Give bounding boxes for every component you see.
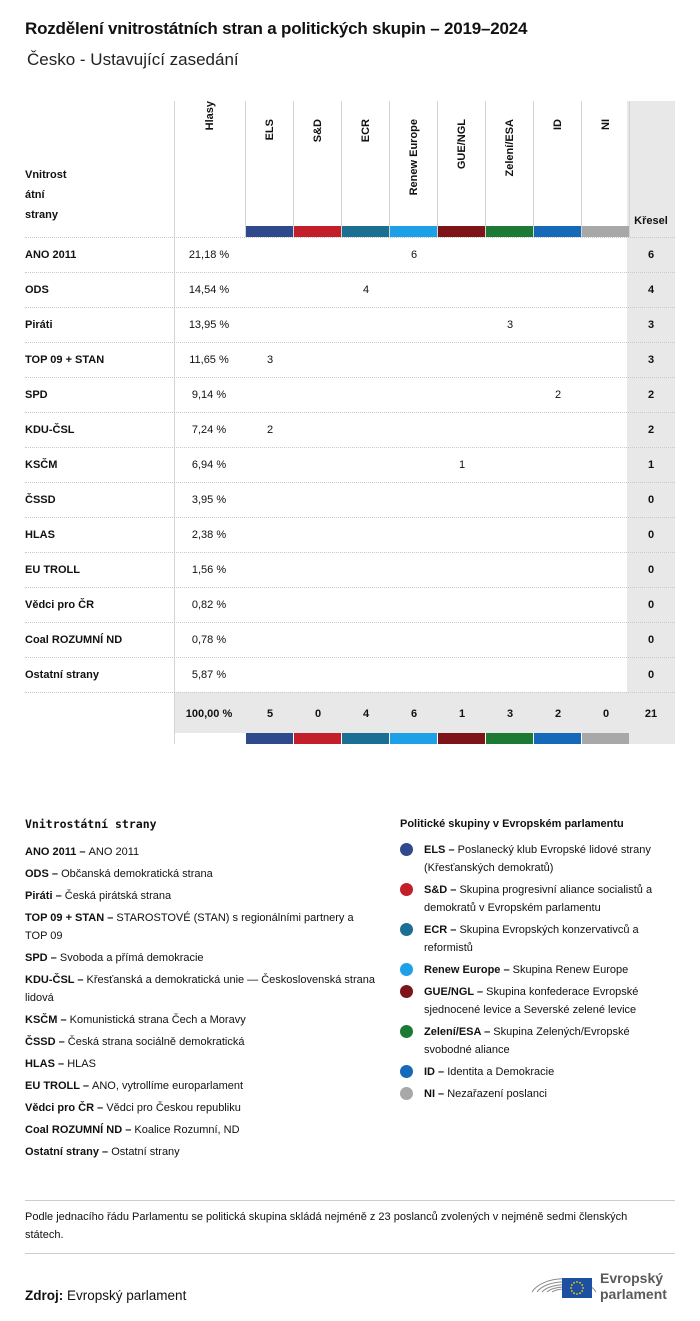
footnote: Podle jednacího řádu Parlamentu se politická skupina skládá nejméně z 23 poslanců zvolených v nejméně sedmi členských státech. <box>25 1211 628 1241</box>
party-legend-abbr: SPD – <box>25 952 60 964</box>
group-header-label: S&D <box>312 119 324 143</box>
group-color-bar <box>582 733 629 744</box>
page-title: Rozdělení vnitrostátních stran a politických skupin – 2019–2024 <box>25 19 528 38</box>
eu-star <box>571 1290 573 1292</box>
seat-count: 3 <box>647 354 655 366</box>
vote-share: 5,87 % <box>191 669 227 681</box>
party-legend-abbr: Vědci pro ČR – <box>25 1102 107 1114</box>
total-group-seats: 1 <box>458 708 466 720</box>
party-legend-item <box>25 909 375 945</box>
party-legend-item <box>25 949 375 967</box>
group-color-bar <box>294 733 341 744</box>
table-row <box>25 622 675 657</box>
vote-share: 6,94 % <box>191 459 227 471</box>
party-legend-item <box>25 1143 375 1161</box>
group-column-header <box>582 101 630 225</box>
party-legend-abbr: KSČM – <box>25 1014 70 1026</box>
group-header-label: NI <box>600 119 612 130</box>
group-legend-name: Nezařazení poslanci <box>447 1088 547 1100</box>
party-legend-item <box>25 1077 375 1095</box>
group-color-dot <box>400 1025 413 1038</box>
party-legend-abbr: Ostatní strany – <box>25 1146 112 1158</box>
seat-count: 0 <box>647 634 655 646</box>
table-row <box>25 552 675 587</box>
party-name: Vědci pro ČR <box>25 599 95 611</box>
party-column-header-line: Vnitrost <box>25 169 67 181</box>
vote-share: 9,14 % <box>191 389 227 401</box>
group-color-bar <box>438 226 485 237</box>
group-header-text <box>456 69 468 170</box>
party-column-header-line: strany <box>25 209 59 221</box>
vote-share: 11,65 % <box>189 354 229 366</box>
party-legend-item <box>25 1011 375 1029</box>
group-color-dot <box>400 1087 413 1100</box>
party-legend-name: Komunistická strana Čech a Moravy <box>69 1014 246 1026</box>
eu-star <box>576 1293 578 1295</box>
vote-share: 3,95 % <box>191 494 227 506</box>
group-seat-count: 3 <box>506 319 514 331</box>
total-group-seats: 0 <box>314 708 322 720</box>
group-color-dot <box>400 985 413 998</box>
party-legend-item <box>25 887 375 905</box>
group-header-text <box>504 62 516 177</box>
group-legend-abbr: ELS – <box>424 844 458 856</box>
table-row <box>25 272 675 307</box>
party-legend-abbr: KDU-ČSL – <box>25 974 87 986</box>
table-row <box>25 237 675 272</box>
party-legend-name: Česká pirátská strana <box>64 890 172 902</box>
party-column-header-line: átní <box>25 189 45 201</box>
eu-star <box>579 1282 581 1284</box>
group-header-text <box>600 108 612 130</box>
table-row <box>25 307 675 342</box>
seat-count: 0 <box>647 669 655 681</box>
seat-count: 6 <box>647 249 655 261</box>
party-name: Coal ROZUMNÍ ND <box>25 634 123 646</box>
group-legend-name: Identita a Demokracie <box>447 1066 555 1078</box>
total-group-seats: 4 <box>362 708 370 720</box>
party-legend-name: Česká strana sociálně demokratická <box>67 1036 245 1048</box>
group-header-label: ID <box>552 119 564 130</box>
party-legend-abbr: ANO 2011 – <box>25 846 89 858</box>
group-header-text <box>408 43 420 196</box>
political-groups-legend-title: Politické skupiny v Evropském parlamentu <box>400 818 624 830</box>
seats-column-header: Křesel <box>634 215 668 227</box>
seat-count: 2 <box>647 389 655 401</box>
group-legend-item <box>400 881 680 917</box>
group-seat-count: 1 <box>458 459 466 471</box>
group-header-text <box>264 98 276 141</box>
group-legend-name: Skupina progresivní aliance socialistů a demokratů v Evropském parlamentu <box>424 884 653 914</box>
eu-star <box>576 1281 578 1283</box>
group-legend-item <box>400 1063 680 1081</box>
group-seat-count: 2 <box>554 389 562 401</box>
eu-star <box>571 1284 573 1286</box>
party-legend-abbr: ČSSD – <box>25 1036 68 1048</box>
group-seat-count: 3 <box>266 354 274 366</box>
eu-star <box>570 1287 572 1289</box>
group-header-text <box>360 96 372 143</box>
seat-count: 0 <box>647 529 655 541</box>
group-column-header <box>246 101 294 225</box>
table-row <box>25 342 675 377</box>
party-legend-name: ANO 2011 <box>88 846 140 858</box>
total-vote-share: 100,00 % <box>185 708 233 720</box>
group-column-header <box>342 101 390 225</box>
vote-share: 14,54 % <box>188 284 230 296</box>
group-color-bar <box>534 733 581 744</box>
group-legend-name: Skupina konfederace Evropské sjednocené levice a Severské zelené levice <box>424 986 639 1016</box>
group-header-text <box>552 108 564 130</box>
national-parties-legend <box>25 817 375 1165</box>
eu-star <box>573 1282 575 1284</box>
party-name: KSČM <box>25 459 58 471</box>
party-legend-item <box>25 1033 375 1051</box>
source <box>25 1288 186 1303</box>
seats-table <box>25 101 675 744</box>
group-legend-name: Skupina Evropských konzervativců a reformistů <box>424 924 639 954</box>
group-legend-name: Skupina Renew Europe <box>512 964 629 976</box>
group-color-bar <box>246 226 293 237</box>
group-color-bar <box>486 733 533 744</box>
party-legend-name: Koalice Rozumní, ND <box>134 1124 240 1136</box>
vote-share: 0,78 % <box>191 634 227 646</box>
group-color-dot <box>400 843 413 856</box>
divider <box>25 1253 675 1254</box>
votes-header-text <box>204 72 216 131</box>
eu-star <box>579 1292 581 1294</box>
table-row <box>25 587 675 622</box>
group-color-bar <box>342 226 389 237</box>
party-legend-abbr: TOP 09 + STAN – <box>25 912 117 924</box>
group-legend-abbr: ECR – <box>424 924 460 936</box>
divider <box>25 1200 675 1201</box>
vote-share: 7,24 % <box>191 424 227 436</box>
group-legend-abbr: NI – <box>424 1088 448 1100</box>
total-group-seats: 2 <box>554 708 562 720</box>
group-color-bar <box>582 226 629 237</box>
party-legend-abbr: ODS – <box>25 868 62 880</box>
party-legend-name: STAROSTOVÉ (STAN) s regionálními partnery a TOP 09 <box>25 912 354 942</box>
vote-share: 0,82 % <box>191 599 227 611</box>
party-name: HLAS <box>25 529 55 541</box>
eu-star <box>581 1290 583 1292</box>
total-group-seats: 5 <box>266 708 274 720</box>
party-legend-name: Ostatní strany <box>111 1146 180 1158</box>
group-column-header <box>534 101 582 225</box>
party-legend-abbr: Coal ROZUMNÍ ND – <box>25 1124 135 1136</box>
table-row <box>25 482 675 517</box>
logo-line-2: parlament <box>600 1286 667 1302</box>
party-name: EU TROLL <box>25 564 80 576</box>
party-name: ČSSD <box>25 494 56 506</box>
party-legend-item <box>25 1055 375 1073</box>
party-legend-name: Vědci pro Českou republiku <box>106 1102 241 1114</box>
source-value: Evropský parlament <box>67 1288 187 1303</box>
group-legend-item <box>400 841 680 877</box>
group-seat-count: 6 <box>410 249 418 261</box>
group-legend-name: Skupina Zelených/Evropské svobodné aliance <box>424 1026 630 1056</box>
party-name: TOP 09 + STAN <box>25 354 105 366</box>
group-color-bar <box>246 733 293 744</box>
total-group-seats: 0 <box>602 708 610 720</box>
seat-count: 2 <box>647 424 655 436</box>
table-row <box>25 657 675 692</box>
party-legend-name: Křesťanská a demokratická unie — Československá strana lidová <box>25 974 375 1004</box>
party-legend-name: Občanská demokratická strana <box>61 868 213 880</box>
party-name: ANO 2011 <box>25 249 77 261</box>
group-header-label: Renew Europe <box>408 119 420 196</box>
group-color-bar <box>486 226 533 237</box>
group-legend-item <box>400 983 680 1019</box>
vote-share: 1,56 % <box>191 564 227 576</box>
party-name: ODS <box>25 284 49 296</box>
totals-row <box>25 692 675 733</box>
group-header-label: Zelení/ESA <box>504 119 516 177</box>
group-column-header <box>438 101 486 225</box>
group-color-bar <box>438 733 485 744</box>
group-legend-abbr: ID – <box>424 1066 448 1078</box>
seat-count: 0 <box>647 599 655 611</box>
group-header-label: GUE/NGL <box>456 119 468 170</box>
party-legend-name: HLAS <box>67 1058 96 1070</box>
source-label: Zdroj: <box>25 1288 64 1303</box>
logo-line-1: Evropský <box>600 1270 664 1286</box>
group-header-label: ELS <box>264 119 276 141</box>
group-color-dot <box>400 923 413 936</box>
group-seat-count: 4 <box>362 284 370 296</box>
party-legend-item <box>25 843 375 861</box>
group-color-bar <box>390 226 437 237</box>
table-row <box>25 447 675 482</box>
group-legend-item <box>400 961 680 979</box>
seat-count: 3 <box>647 319 655 331</box>
vote-share: 13,95 % <box>188 319 230 331</box>
group-color-bar <box>534 226 581 237</box>
group-column-header <box>390 101 438 225</box>
eu-star <box>581 1284 583 1286</box>
group-legend-abbr: Zelení/ESA – <box>424 1026 494 1038</box>
party-legend-abbr: Piráti – <box>25 890 65 902</box>
group-legend-abbr: Renew Europe – <box>424 964 513 976</box>
eu-star <box>582 1287 584 1289</box>
table-row <box>25 377 675 412</box>
party-legend-item <box>25 971 375 1007</box>
votes-header-label: Hlasy <box>204 101 216 131</box>
votes-column-header <box>174 101 246 225</box>
total-group-seats: 6 <box>410 708 418 720</box>
vote-share: 2,38 % <box>191 529 227 541</box>
group-color-dot <box>400 1065 413 1078</box>
national-parties-legend-title: Vnitrostátní strany <box>25 817 157 831</box>
group-column-header <box>486 101 534 225</box>
group-legend-name: Poslanecký klub Evropské lidové strany (Křesťanských demokratů) <box>424 844 651 874</box>
party-legend-item <box>25 1121 375 1139</box>
group-legend-abbr: S&D – <box>424 884 460 896</box>
group-legend-item <box>400 1085 680 1103</box>
party-column-header <box>25 165 173 225</box>
group-color-bar <box>294 226 341 237</box>
party-legend-item <box>25 865 375 883</box>
seat-count: 0 <box>647 494 655 506</box>
party-legend-name: Svoboda a přímá demokracie <box>59 952 204 964</box>
group-color-dot <box>400 883 413 896</box>
party-legend-abbr: HLAS – <box>25 1058 68 1070</box>
group-header-text <box>312 96 324 143</box>
group-legend-abbr: GUE/NGL – <box>424 986 487 998</box>
party-name: Piráti <box>25 319 53 331</box>
table-row <box>25 412 675 447</box>
political-groups-legend <box>400 818 680 1107</box>
group-seat-count: 2 <box>266 424 274 436</box>
group-header-label: ECR <box>360 119 372 143</box>
total-seats: 21 <box>644 708 658 720</box>
logo-text <box>600 1270 667 1302</box>
group-color-bar <box>390 733 437 744</box>
eu-star <box>573 1292 575 1294</box>
total-group-seats: 3 <box>506 708 514 720</box>
seat-count: 4 <box>647 284 655 296</box>
group-column-header <box>294 101 342 225</box>
table-row <box>25 517 675 552</box>
party-name: Ostatní strany <box>25 669 99 681</box>
party-legend-item <box>25 1099 375 1117</box>
party-name: KDU-ČSL <box>25 424 75 436</box>
group-legend-item <box>400 921 680 957</box>
vote-share: 21,18 % <box>188 249 230 261</box>
group-color-bar <box>342 733 389 744</box>
page-subtitle: Česko - Ustavující zasedání <box>27 50 239 69</box>
party-name: SPD <box>25 389 48 401</box>
group-legend-item <box>400 1023 680 1059</box>
group-color-dot <box>400 963 413 976</box>
seat-count: 0 <box>647 564 655 576</box>
party-legend-name: ANO, vytrollíme europarlament <box>92 1080 244 1092</box>
party-legend-abbr: EU TROLL – <box>25 1080 93 1092</box>
seat-count: 1 <box>647 459 655 471</box>
